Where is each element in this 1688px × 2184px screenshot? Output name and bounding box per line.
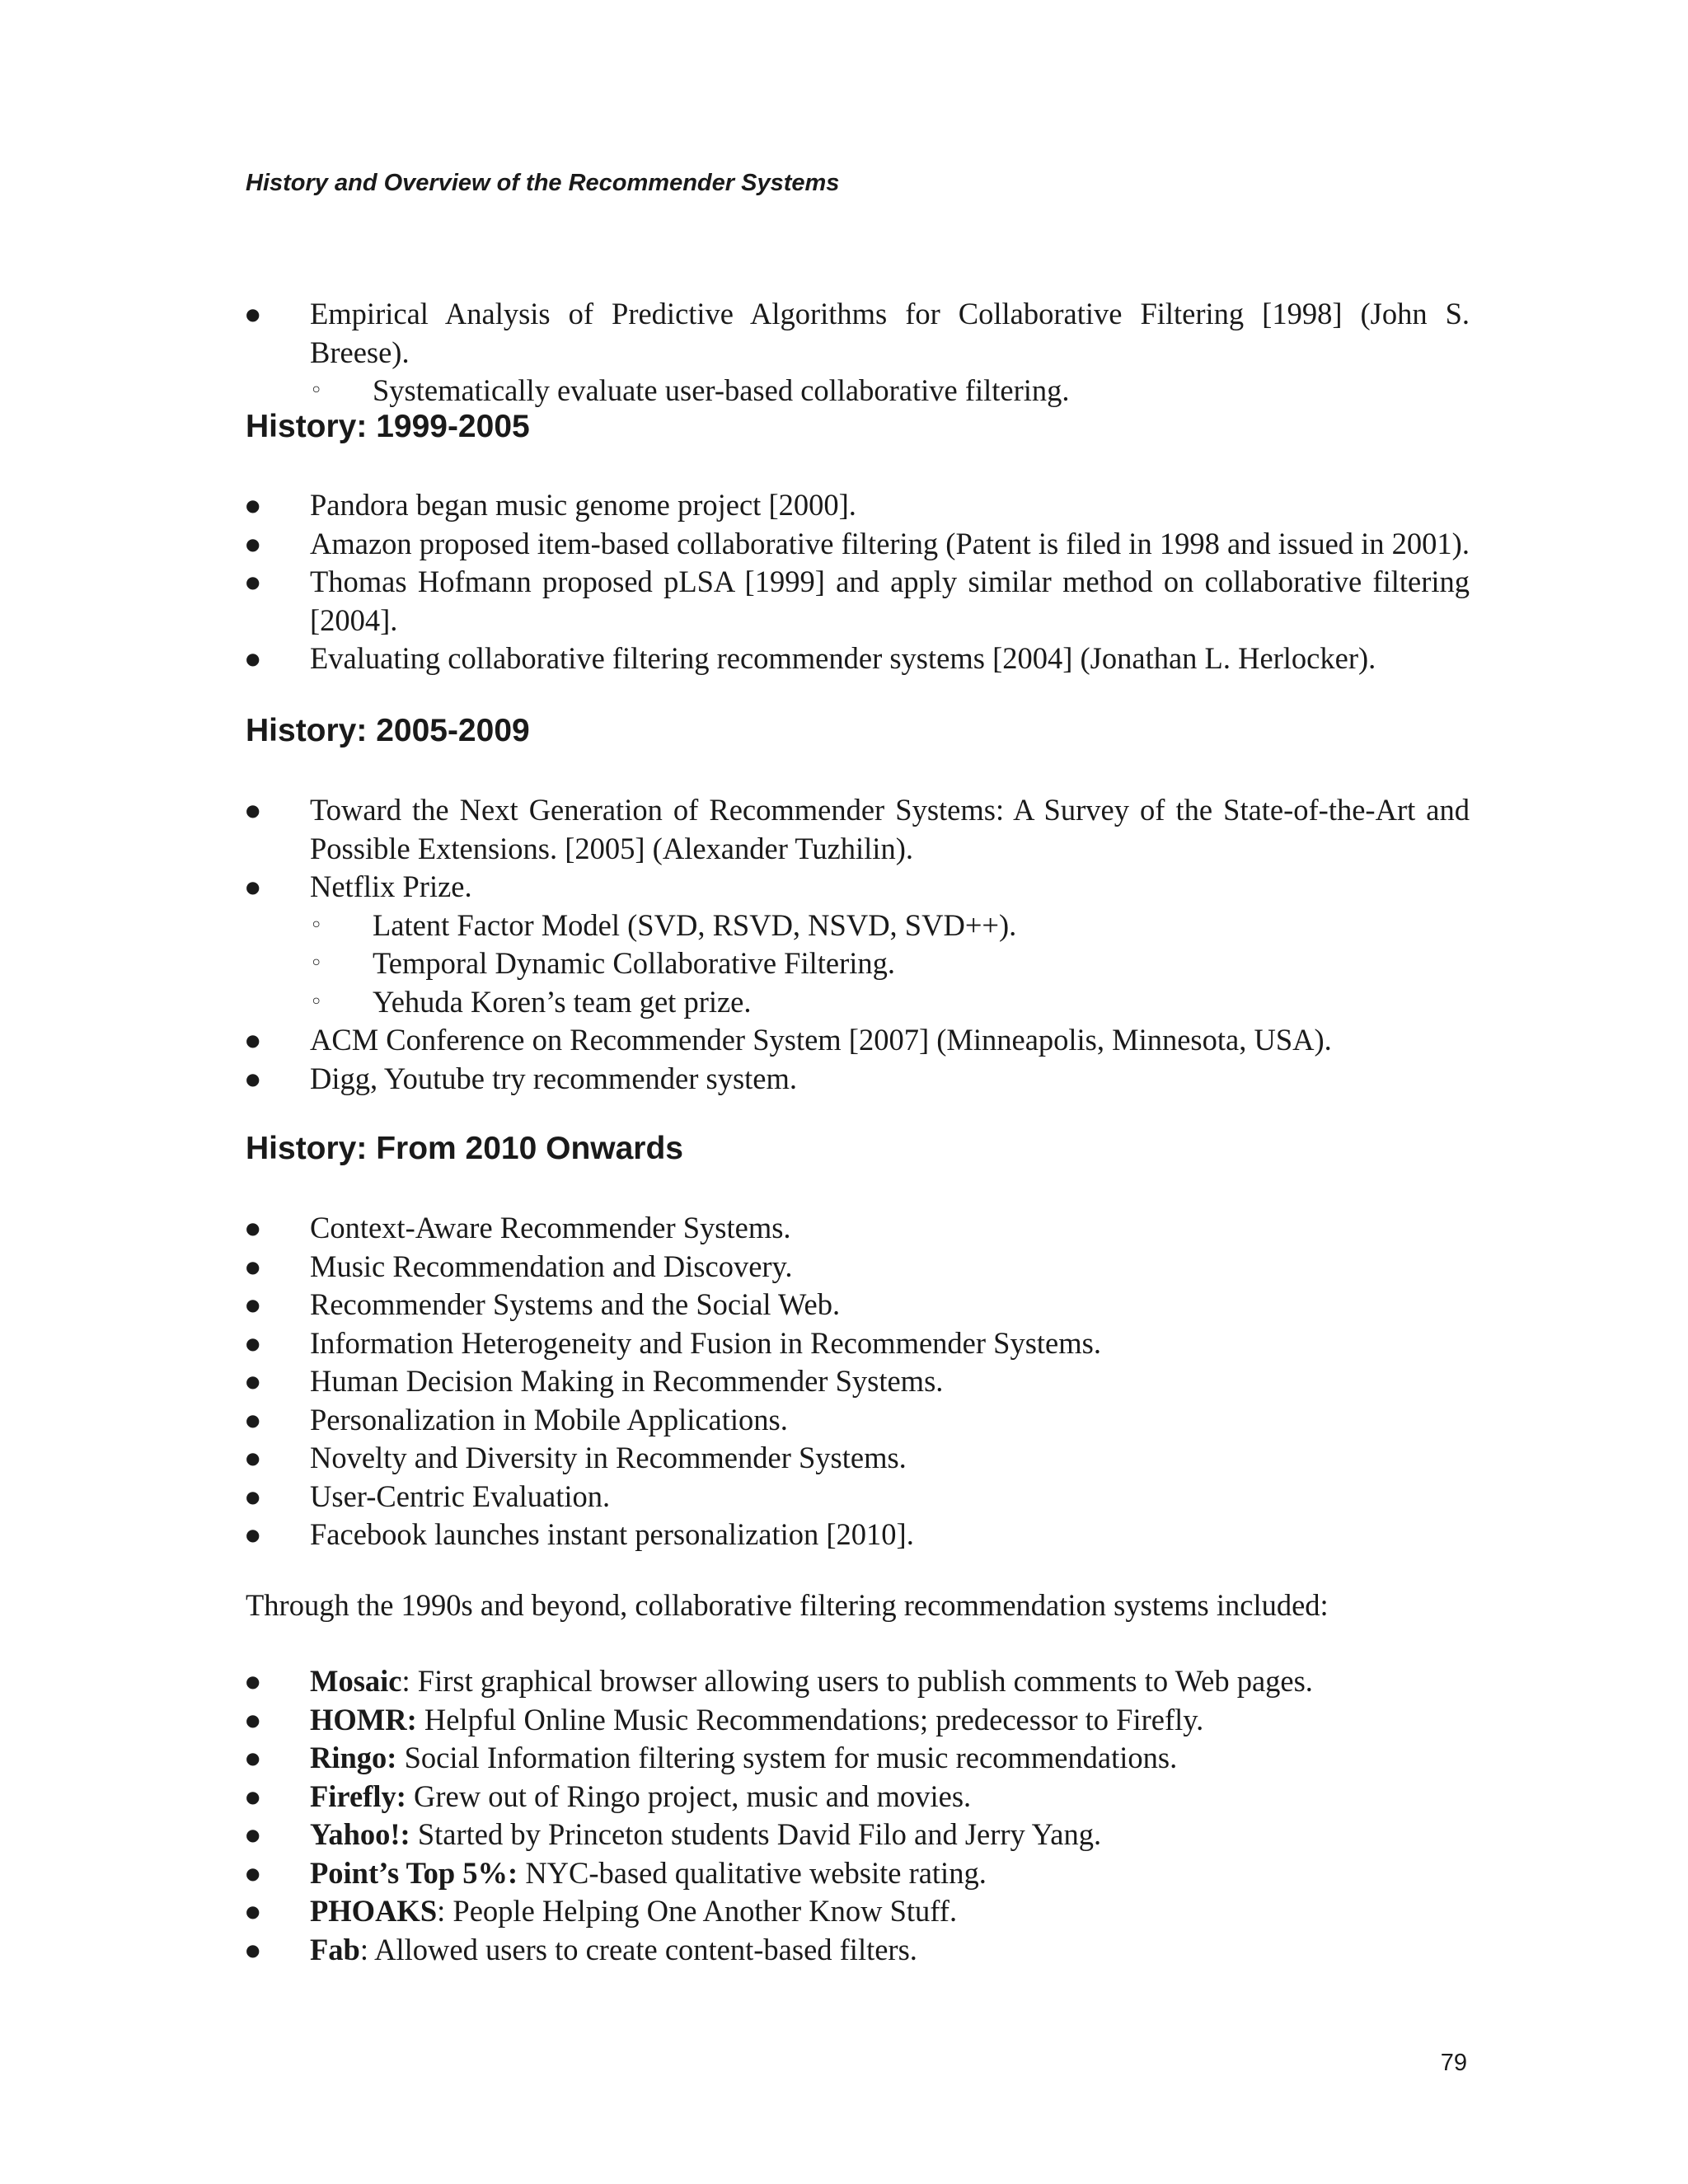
sub-list-item: ◦ Temporal Dynamic Collaborative Filtering. xyxy=(310,944,1470,983)
system-separator: : xyxy=(401,1664,418,1698)
system-description: Started by Princeton students David Filo and Jerry Yang. xyxy=(417,1817,1102,1851)
system-item xyxy=(246,1701,1470,1740)
system-separator xyxy=(396,1741,404,1774)
systems-list xyxy=(246,1662,1470,1969)
page-number: 79 xyxy=(1440,2050,1467,2076)
system-term: Fab xyxy=(310,1932,360,1966)
running-header: History and Overview of the Recommender Systems xyxy=(246,170,840,196)
system-item xyxy=(246,1662,1470,1701)
system-separator xyxy=(518,1856,525,1890)
system-term: Point’s Top 5%: xyxy=(310,1855,518,1890)
list-item: ● Context-Aware Recommender Systems. xyxy=(246,1209,1470,1248)
list-item-text: Netflix Prize. xyxy=(310,869,472,903)
system-description: Social Information filtering system for music recommendations. xyxy=(404,1741,1178,1774)
list-item: ● Toward the Next Generation of Recommender Systems: A Survey of the State-of-the-Art and Possible Extensions. [2005] (Alexander Tuzhilin). xyxy=(246,791,1470,868)
system-separator xyxy=(406,1779,414,1813)
system-description: NYC-based qualitative website rating. xyxy=(525,1855,987,1890)
system-term: HOMR: xyxy=(310,1702,417,1736)
system-description: Grew out of Ringo project, music and movies. xyxy=(414,1779,972,1813)
history-1999-list xyxy=(246,486,1470,678)
system-description: People Helping One Another Know Stuff. xyxy=(452,1894,958,1928)
list-item: ● Recommender Systems and the Social Web. xyxy=(246,1286,1470,1324)
list-item: ● Pandora began music genome project [2000]. xyxy=(246,486,1470,525)
list-item-text: Empirical Analysis of Predictive Algorithms for Collaborative Filtering [1998] (John S. Breese). xyxy=(310,297,1470,369)
system-item xyxy=(246,1816,1470,1854)
system-separator xyxy=(410,1817,418,1851)
system-item xyxy=(246,1931,1470,1970)
section-heading-2005-2009: History: 2005-2009 xyxy=(246,713,530,748)
intro-list xyxy=(246,295,1470,410)
list-item xyxy=(246,295,1470,410)
system-item xyxy=(246,1854,1470,1893)
netflix-sub-list xyxy=(310,907,1470,1022)
system-description: First graphical browser allowing users to publish comments to Web pages. xyxy=(417,1664,1313,1698)
system-separator: : xyxy=(359,1932,375,1966)
system-description: Helpful Online Music Recommendations; predecessor to Firefly. xyxy=(424,1702,1204,1736)
list-item: ● Amazon proposed item-based collaborative filtering (Patent is filed in 1998 and issued in 2001). xyxy=(246,525,1470,564)
list-item: ● Personalization in Mobile Applications. xyxy=(246,1401,1470,1440)
system-term: Firefly: xyxy=(310,1779,406,1813)
list-item: ● Information Heterogeneity and Fusion in Recommender Systems. xyxy=(246,1324,1470,1363)
sub-list xyxy=(310,372,1470,410)
system-item xyxy=(246,1739,1470,1778)
list-item: ● Human Decision Making in Recommender Systems. xyxy=(246,1362,1470,1401)
list-item: ● Evaluating collaborative filtering recommender systems [2004] (Jonathan L. Herlocker). xyxy=(246,640,1470,678)
system-item xyxy=(246,1778,1470,1816)
system-term: Ringo: xyxy=(310,1741,397,1774)
system-term: PHOAKS xyxy=(310,1894,438,1928)
system-description: Allowed users to create content-based filters. xyxy=(374,1932,917,1966)
system-term: Yahoo!: xyxy=(310,1817,410,1851)
list-item: ● User-Centric Evaluation. xyxy=(246,1478,1470,1516)
system-term: Mosaic xyxy=(310,1664,402,1698)
closing-paragraph: Through the 1990s and beyond, collaborative filtering recommendation systems included: xyxy=(246,1588,1329,1622)
list-item xyxy=(246,868,1470,1021)
list-item: ● Music Recommendation and Discovery. xyxy=(246,1248,1470,1286)
history-2010-list xyxy=(246,1209,1470,1554)
section-heading-1999-2005: History: 1999-2005 xyxy=(246,409,530,444)
system-separator xyxy=(417,1703,424,1736)
section-heading-2010-onwards: History: From 2010 Onwards xyxy=(246,1131,683,1166)
sub-list-item: ◦ Systematically evaluate user-based collaborative filtering. xyxy=(310,372,1470,410)
sub-list-item: ◦ Yehuda Koren’s team get prize. xyxy=(310,983,1470,1022)
system-item xyxy=(246,1892,1470,1931)
list-item: ● ACM Conference on Recommender System [2007] (Minneapolis, Minnesota, USA). xyxy=(246,1021,1470,1060)
list-item: ● Thomas Hofmann proposed pLSA [1999] and apply similar method on collaborative filtering [2004]. xyxy=(246,563,1470,640)
list-item: ● Novelty and Diversity in Recommender Systems. xyxy=(246,1439,1470,1478)
list-item: ● Facebook launches instant personalization [2010]. xyxy=(246,1516,1470,1554)
list-item: ● Digg, Youtube try recommender system. xyxy=(246,1060,1470,1099)
system-separator: : xyxy=(437,1894,453,1928)
sub-list-item: ◦ Latent Factor Model (SVD, RSVD, NSVD, SVD++). xyxy=(310,907,1470,945)
history-2005-list xyxy=(246,791,1470,1098)
